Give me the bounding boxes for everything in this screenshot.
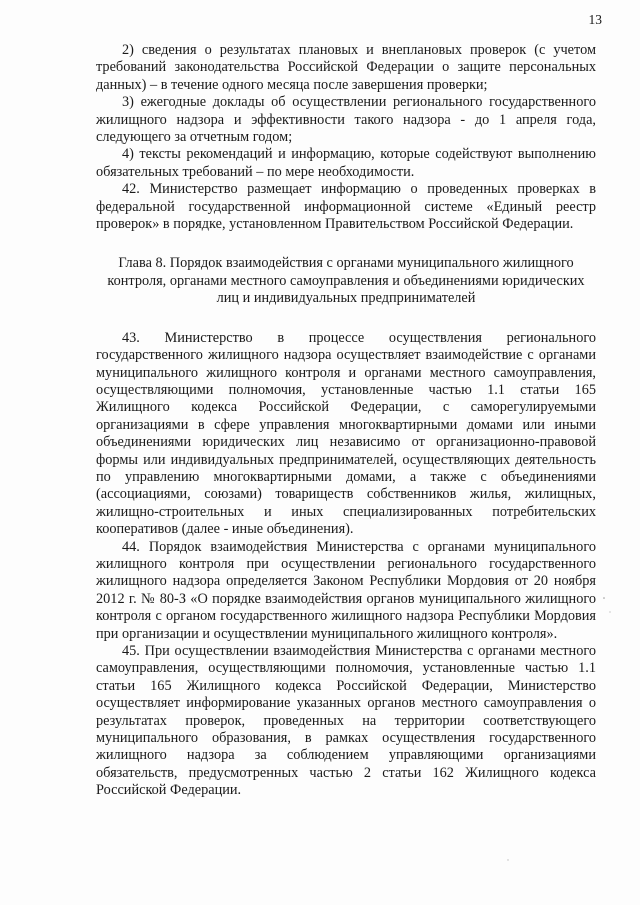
paragraph-item-3: 3) ежегодные доклады об осуществлении регионального государственного жилищного надзора и эффективности такого надзора - до 1 апреля года, следующего за отчетным годом; [96, 94, 596, 146]
chapter-title: Глава 8. Порядок взаимодействия с органами муниципального жилищного контроля, органами местного самоуправления и объединениями юридических лиц и индивидуальных предпринимателей [107, 255, 585, 307]
paragraph-item-2: 2) сведения о результатах плановых и внеплановых проверок (с учетом требований законодательства Российской Федерации о защите персональных данных) – в течение одного месяца после завершения проверки; [96, 42, 596, 93]
paragraph-45: 45. При осуществлении взаимодействия Министерства с органами местного самоуправления, осуществляющими полномочия, установленные частью 1.1 статьи 165 Жилищного кодекса Российской Федерации, Министерство осуществляет информирование указанных органов местного самоуправления о результатах проверок, проведенных на территории соответствующего муниципального образования, в рамках осуществления государственного жилищного надзора за соблюдением управляющими организациями обязательств, предусмотренных частью 2 статьи 162 Жилищного кодекса Российской Федерации. [96, 643, 596, 799]
paragraph-44: 44. Порядок взаимодействия Министерства с органами муниципального жилищного контроля при осуществлении регионального государственного жилищного надзора определяется Законом Республики Мордовия от 20 ноября 2012 г. № 80-З «О порядке взаимодействия органов муниципального жилищного контроля с органом государственного жилищного надзора Республики Мордовия при организации и осуществлении муниципального жилищного контроля». [96, 538, 596, 642]
paragraph-43: 43. Министерство в процессе осуществления регионального государственного жилищного надзора осуществляет взаимодействие с органами муниципального жилищного контроля и органами местного самоуправления, осуществляющими полномочия, установленные частью 1.1 статьи 165 Жилищного кодекса Российской Федерации, с саморегулируемыми организациями в сфере управления многоквартирными домами или иными объединениями юридических лиц независимо от организационно-правовой формы или индивидуальных предпринимателей, осуществляющих деятельность по управлению многоквартирными домами, а также с объединениями (ассоциациями, союзами) товариществ собственников жилья, жилищных, жилищно-строительных и иных специализированных потребительских кооперативов (далее - иные объединения). [96, 329, 596, 538]
paragraph-42: 42. Министерство размещает информацию о проведенных проверках в федеральной государственной информационной системе «Единый реестр проверок» в порядке, установленном Правительством Российской Федерации. [96, 181, 596, 233]
document-body [96, 42, 596, 800]
page-number: 13 [588, 12, 602, 27]
paragraph-item-4: 4) тексты рекомендаций и информацию, которые содействуют выполнению обязательных требований – по мере необходимости. [96, 146, 596, 180]
